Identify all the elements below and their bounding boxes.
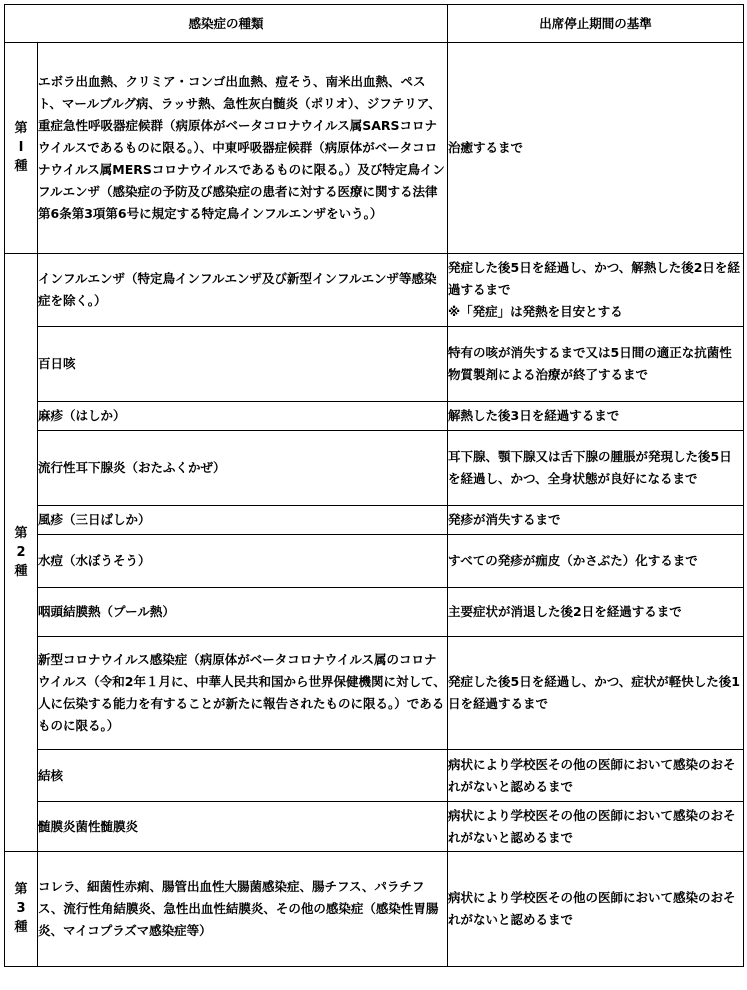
category-label-2: 第 2 種 [5,254,38,852]
disease-name: 結核 [38,750,448,802]
table-row [5,506,744,535]
period-note: ※「発症」は発熱を目安とする [448,304,623,319]
disease-name: 麻疹（はしか） [38,402,448,431]
table-row [5,43,744,254]
table-row [5,402,744,431]
table-row [5,535,744,588]
table-row [5,750,744,802]
disease-name: 水痘（水ぼうそう） [38,535,448,588]
header-disease-type: 感染症の種類 [5,5,448,43]
period-criteria: 耳下腺、顎下腺又は舌下腺の腫脹が発現した後5日を経過し、かつ、全身状態が良好になるまで [448,431,744,506]
disease-name: 新型コロナウイルス感染症（病原体がベータコロナウイルス属のコロナウイルス（令和2年１月に、中華人民共和国から世界保健機関に対して、人に伝染する能力を有することが新たに報告されたものに限る。）であるものに限る。） [38,637,448,750]
period-criteria: 治癒するまで [448,43,744,254]
period-criteria: 病状により学校医その他の医師において感染のおそれがないと認めるまで [448,852,744,967]
header-criteria: 出席停止期間の基準 [448,5,744,43]
disease-name: コレラ、細菌性赤痢、腸管出血性大腸菌感染症、腸チフス、パラチフス、流行性角結膜炎、急性出血性結膜炎、その他の感染症（感染性胃腸炎、マイコプラズマ感染症等） [38,852,448,967]
disease-name: 百日咳 [38,327,448,402]
table-row [5,327,744,402]
disease-name: 流行性耳下腺炎（おたふくかぜ） [38,431,448,506]
period-criteria: 病状により学校医その他の医師において感染のおそれがないと認めるまで [448,802,744,852]
period-criteria: 解熱した後3日を経過するまで [448,402,744,431]
disease-name: エボラ出血熱、クリミア・コンゴ出血熱、痘そう、南米出血熱、ペスト、マールブルグ病、ラッサ熱、急性灰白髄炎（ポリオ）、ジフテリア、重症急性呼吸器症候群（病原体がベータコロナウイルス属SARSコロナウイルスであるものに限る。）、中東呼吸器症候群（病原体がベータコロナウイルス属MERSコロナウイルスであるものに限る。）及び特定鳥インフルエンザ（感染症の予防及び感染症の患者に対する医療に関する法律第6条第3項第6号に規定する特定鳥インフルエンザをいう。） [38,43,448,254]
disease-name: インフルエンザ（特定鳥インフルエンザ及び新型インフルエンザ等感染症を除く。） [38,254,448,327]
table-row [5,254,744,327]
category-label-3: 第 3 種 [5,852,38,967]
infectious-disease-table [4,4,744,967]
table-row [5,588,744,637]
disease-name: 風疹（三日ばしか） [38,506,448,535]
header-row [5,5,744,43]
period-criteria: すべての発疹が痂皮（かさぶた）化するまで [448,535,744,588]
period-criteria: 主要症状が消退した後2日を経過するまで [448,588,744,637]
category-label-1: 第 Ⅰ 種 [5,43,38,254]
table-row [5,852,744,967]
table-row [5,637,744,750]
disease-name: 咽頭結膜熱（プール熱） [38,588,448,637]
period-criteria: 発症した後5日を経過し、かつ、症状が軽快した後1日を経過するまで [448,637,744,750]
period-criteria: 特有の咳が消失するまで又は5日間の適正な抗菌性物質製剤による治療が終了するまで [448,327,744,402]
disease-name: 髄膜炎菌性髄膜炎 [38,802,448,852]
period-criteria: 発症した後5日を経過し、かつ、解熱した後2日を経過するまで ※「発症」は発熱を目安とする [448,254,744,327]
period-criteria: 病状により学校医その他の医師において感染のおそれがないと認めるまで [448,750,744,802]
table-row [5,802,744,852]
table-row [5,431,744,506]
period-criteria: 発疹が消失するまで [448,506,744,535]
